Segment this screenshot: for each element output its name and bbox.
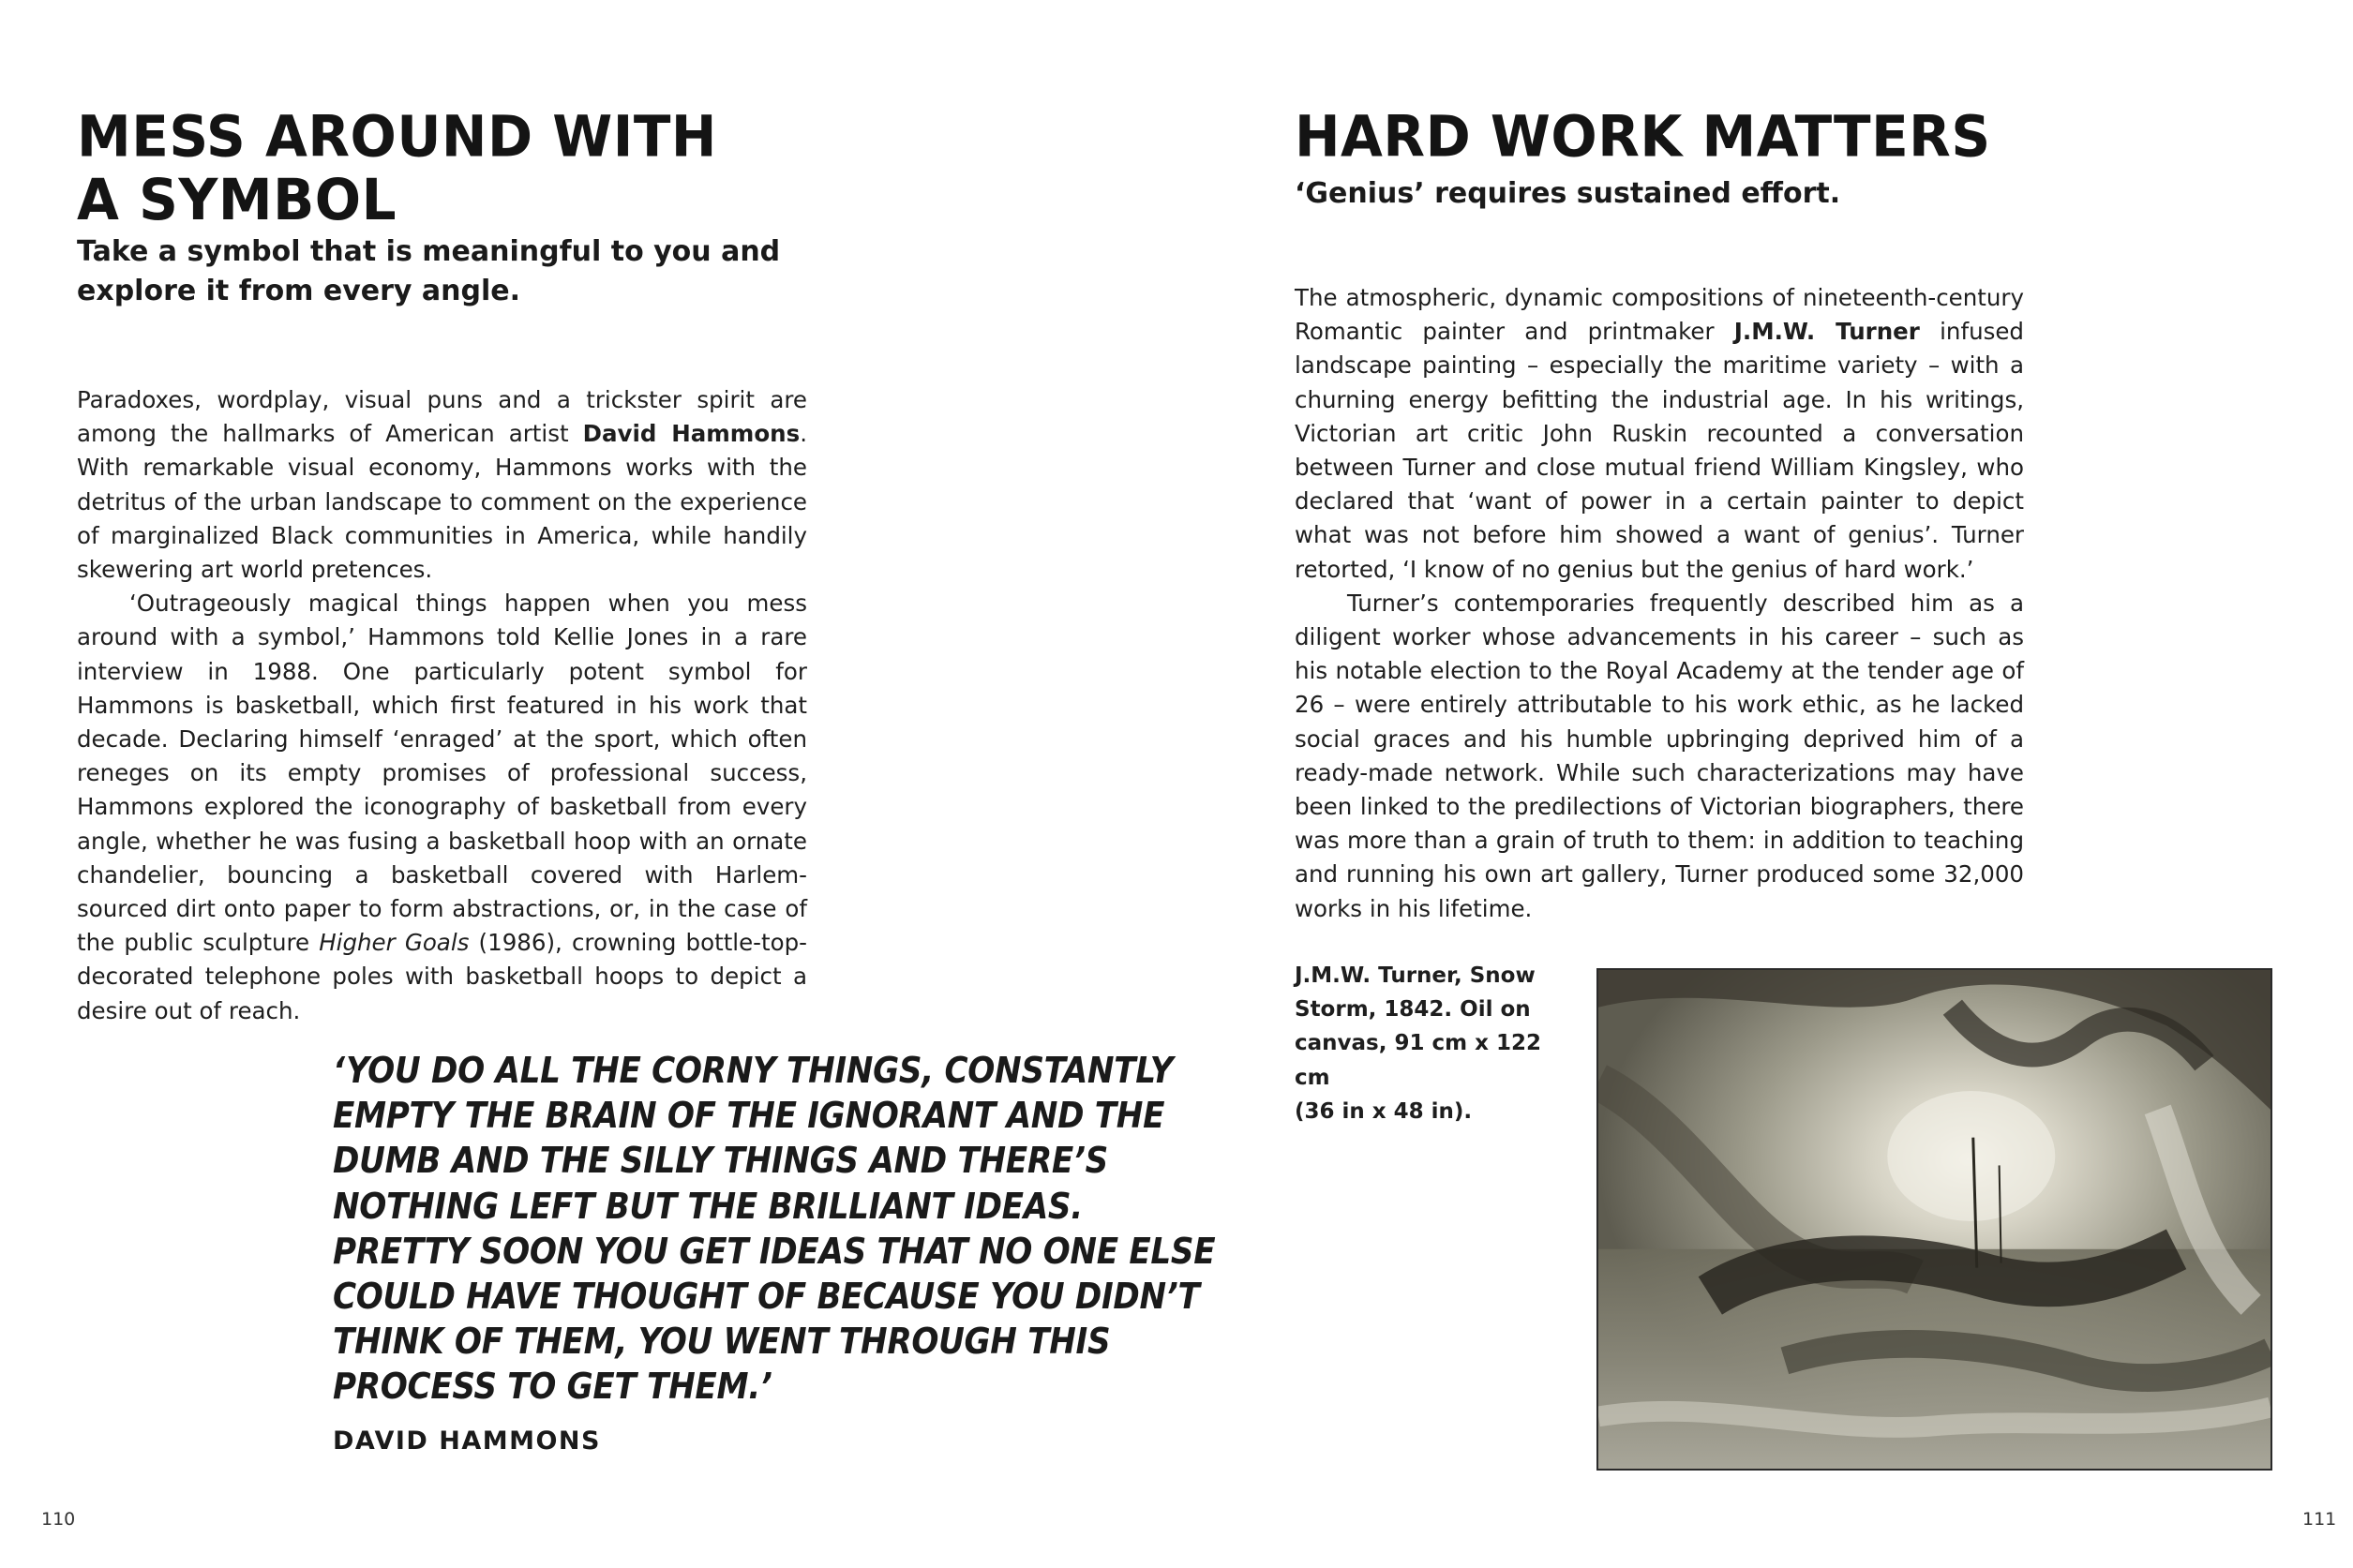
caption-line: canvas, 91 cm x 122 cm [1295, 1031, 1541, 1090]
paragraph: Turner’s contemporaries frequently described him as a diligent worker whose advancements in his career – such as his notable election to the Royal Academy at the tender age of 26 – were entirely attributable to his work ethic, as he lacked social graces and his humble upbringing deprived him of a ready-made network. While such characterizations may have been linked to the predilections of Victorian biographers, there was more than a grain of truth to them: in addition to teaching and running his own art gallery, Turner produced some 32,000 works in his lifetime. [1295, 589, 2024, 922]
image-caption [1295, 959, 1566, 1128]
artwork-title: Higher Goals [319, 929, 470, 957]
right-page-title [1295, 102, 1991, 171]
quote-text [333, 1048, 1216, 1410]
paragraph [1295, 281, 2024, 587]
paragraph [77, 383, 807, 587]
quote-line: DUMB AND THE SILLY THINGS AND THERE’S [333, 1140, 1108, 1182]
page-number: 110 [41, 1509, 76, 1530]
left-page-subtitle [77, 232, 780, 311]
text-run: (1986), crowning bottle-top-decorated telephone poles with basketball hoops to depict a desire out of reach. [77, 929, 808, 1024]
page-number: 111 [2302, 1509, 2337, 1530]
text-run: The atmospheric, dynamic compositions of nineteenth-century Romantic painter and printmaker [1295, 284, 2024, 346]
text-run: ‘Outrageously magical things happen when you mess around with a symbol,’ Hammons told Kellie Jones in a rare interview in 1988. One particularly potent symbol for Hammons is basketball, which first featured in his work that decade. Declaring himself ‘enraged’ at the sport, which often reneges on its empty promises of professional success, Hammons explored the iconography of basketball from every angle, whether he was fusing a basketball hoop with an ornate chandelier, bouncing a basketball covered with Harlem-sourced dirt onto paper to form abstractions, or, in the case of the public sculpture [77, 590, 807, 957]
left-body-text [77, 383, 807, 1028]
left-page-title [77, 102, 717, 233]
quote-line: PRETTY SOON YOU GET IDEAS THAT NO ONE ELSE [333, 1230, 1216, 1272]
quote-line: COULD HAVE THOUGHT OF BECAUSE YOU DIDN’T [333, 1276, 1200, 1318]
text-run: Paradoxes, wordplay, visual puns and a trickster spirit are among the hallmarks of American artist [77, 386, 807, 448]
subtitle-line: ‘Genius’ requires sustained effort. [1295, 177, 1841, 210]
right-body-text [1295, 281, 2024, 926]
quote-line: THINK OF THEM, YOU WENT THROUGH THIS [333, 1321, 1111, 1363]
snow-storm-painting [1596, 968, 2272, 1471]
text-run: . With remarkable visual economy, Hammons works with the detritus of the urban landscape to comment on the experience of marginalized Black communities in America, while handily skewering art world pretences. [77, 420, 807, 584]
caption-line: (36 in x 48 in). [1295, 1098, 1473, 1124]
right-page [1176, 0, 2353, 1568]
caption-line: J.M.W. Turner, Snow [1295, 963, 1536, 988]
quote-line: NOTHING LEFT BUT THE BRILLIANT IDEAS. [333, 1185, 1083, 1227]
title-line: MESS AROUND WITH [77, 102, 717, 171]
right-page-subtitle [1295, 174, 1840, 214]
caption-line: Storm, 1842. Oil on [1295, 997, 1531, 1023]
title-line: HARD WORK MATTERS [1295, 102, 1991, 171]
paragraph [77, 587, 807, 1028]
pull-quote [333, 1048, 1216, 1456]
subtitle-line: Take a symbol that is meaningful to you and [77, 235, 781, 268]
quote-line: ‘YOU DO ALL THE CORNY THINGS, CONSTANTLY [333, 1050, 1174, 1091]
subtitle-line: explore it from every angle. [77, 275, 521, 307]
artist-name: J.M.W. Turner [1733, 318, 1920, 346]
painting-image [1598, 970, 2271, 1469]
quote-line: PROCESS TO GET THEM.’ [333, 1366, 772, 1408]
artist-name: David Hammons [582, 420, 801, 448]
text-run: infused landscape painting – especially the maritime variety – with a churning energy befitting the industrial age. In his writings, Victorian art critic John Ruskin recounted a conversation between Turner and close mutual friend William Kingsley, who declared that ‘want of power in a certain painter to depict what was not before him showed a want of genius’. Turner retorted, ‘I know of no genius but the genius of hard work.’ [1295, 318, 2024, 583]
title-line: A SYMBOL [77, 166, 397, 233]
quote-line: EMPTY THE BRAIN OF THE IGNORANT AND THE [333, 1095, 1165, 1137]
quote-attribution: DAVID HAMMONS [333, 1426, 601, 1456]
